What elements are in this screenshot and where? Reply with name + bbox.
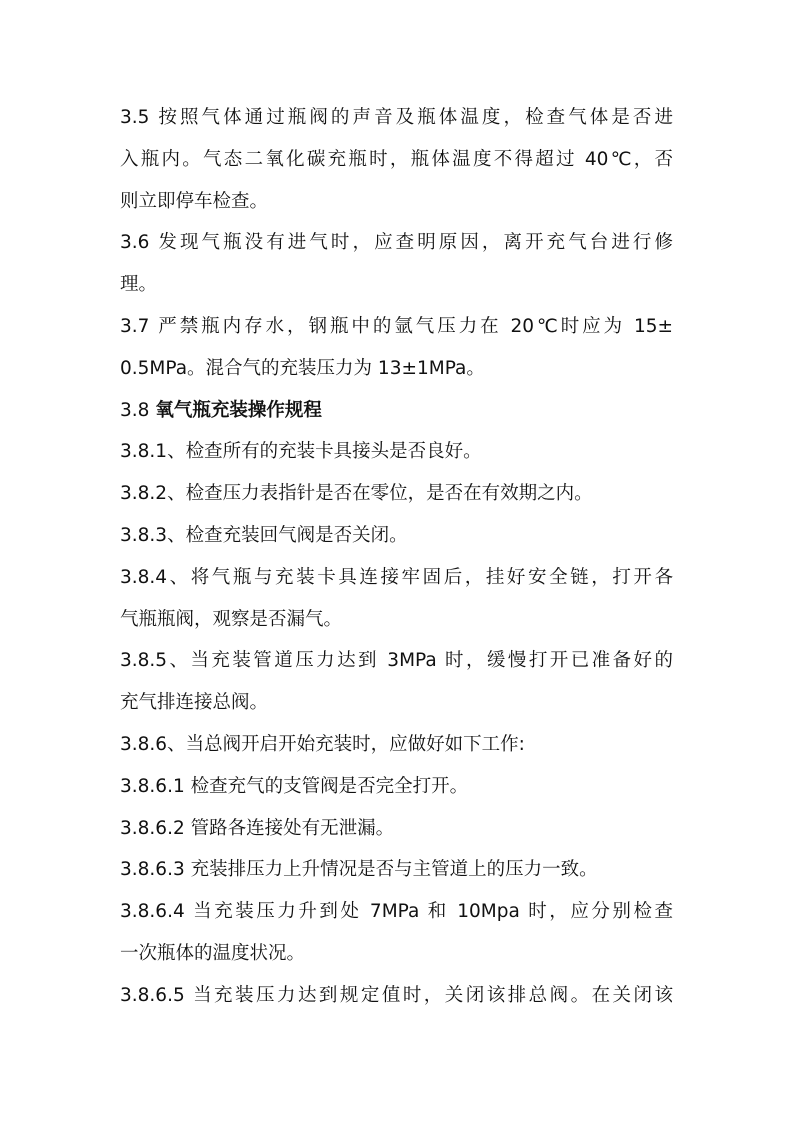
text-line: 3.8.5、当充装管道压力达到 3MPa 时，缓慢打开已准备好的 bbox=[120, 650, 673, 672]
paragraph bbox=[120, 975, 673, 1017]
paragraph bbox=[120, 849, 673, 891]
paragraph bbox=[120, 808, 673, 850]
text-line: 入瓶内。气态二氧化碳充瓶时，瓶体温度不得超过 40℃，否 bbox=[120, 148, 673, 170]
text-line: 3.8.6.4 当充装压力升到处 7MPa 和 10Mpa 时，应分别检查 bbox=[120, 901, 673, 923]
text-line: 气瓶瓶阀，观察是否漏气。 bbox=[120, 608, 343, 630]
text-line: 理。 bbox=[120, 274, 158, 296]
text-line: 3.8.2、检查压力表指针是否在零位，是否在有效期之内。 bbox=[120, 483, 593, 505]
text-line: 3.8.6.1 检查充气的支管阀是否完全打开。 bbox=[120, 775, 469, 797]
heading-title: 氧气瓶充装操作规程 bbox=[155, 399, 322, 421]
text-line: 3.8.4、将气瓶与充装卡具连接牢固后，挂好安全链，打开各 bbox=[120, 566, 673, 588]
text-line: 3.8.6、当总阀开启开始充装时，应做好如下工作: bbox=[120, 733, 525, 755]
paragraph bbox=[120, 891, 673, 975]
text-line: 3.8.6.3 充装排压力上升情况是否与主管道上的压力一致。 bbox=[120, 859, 598, 881]
heading-line bbox=[120, 390, 673, 432]
paragraph bbox=[120, 724, 673, 766]
section-heading bbox=[120, 390, 673, 432]
text-line: 3.6 发现气瓶没有进气时，应查明原因，离开充气台进行修 bbox=[120, 232, 673, 254]
text-line: 3.8.3、检查充装回气阀是否关闭。 bbox=[120, 524, 408, 546]
paragraph bbox=[120, 515, 673, 557]
text-line: 3.8.6.2 管路各连接处有无泄漏。 bbox=[120, 817, 395, 839]
paragraph bbox=[120, 97, 673, 222]
text-line: 一次瓶体的温度状况。 bbox=[120, 942, 306, 964]
document-body bbox=[120, 97, 673, 1017]
text-line: 充气排连接总阀。 bbox=[120, 692, 269, 714]
text-line: 0.5MPa。混合气的充装压力为 13±1MPa。 bbox=[120, 357, 485, 379]
paragraph bbox=[120, 431, 673, 473]
heading-number: 3.8 bbox=[120, 399, 156, 421]
paragraph bbox=[120, 557, 673, 641]
text-line: 3.7 严禁瓶内存水，钢瓶中的氩气压力在 20℃时应为 15± bbox=[120, 315, 673, 337]
paragraph bbox=[120, 766, 673, 808]
paragraph bbox=[120, 473, 673, 515]
text-line: 3.8.6.5 当充装压力达到规定值时，关闭该排总阀。在关闭该 bbox=[120, 984, 673, 1006]
paragraph bbox=[120, 222, 673, 306]
paragraph bbox=[120, 640, 673, 724]
text-line: 3.8.1、检查所有的充装卡具接头是否良好。 bbox=[120, 441, 482, 463]
text-line: 3.5 按照气体通过瓶阀的声音及瓶体温度，检查气体是否进 bbox=[120, 107, 673, 128]
text-line: 则立即停车检查。 bbox=[120, 190, 269, 212]
paragraph bbox=[120, 306, 673, 390]
